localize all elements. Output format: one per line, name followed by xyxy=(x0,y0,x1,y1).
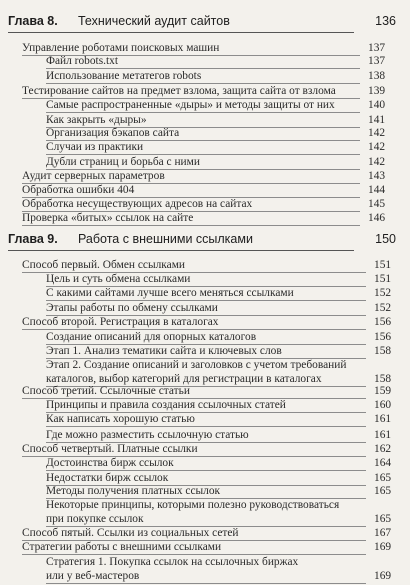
toc-entry-page: 164 xyxy=(374,457,392,469)
toc-entry-page: 156 xyxy=(374,331,392,343)
toc-entry-page: 142 xyxy=(368,141,386,153)
toc-entry-title: Где можно разместить ссылочную статью xyxy=(46,429,249,441)
toc-entry xyxy=(46,140,390,156)
chapter-title: Работа с внешними ссылками xyxy=(78,232,253,246)
toc-entry-page: 146 xyxy=(368,212,386,224)
toc-entry-page: 169 xyxy=(374,541,392,553)
chapter-9-heading xyxy=(8,230,402,252)
toc-entry-page: 161 xyxy=(374,429,392,441)
toc-entry-title: Управление роботами поисковых машин xyxy=(22,42,220,54)
toc-entry xyxy=(46,54,390,70)
toc-entry-title: Случаи из практики xyxy=(46,141,144,153)
toc-entry-page: 158 xyxy=(374,373,392,385)
chapter-rule xyxy=(8,32,354,33)
toc-entry-title: Тестирование сайтов на предмет взлома, защита сайта от взлома xyxy=(22,85,336,97)
toc-entry-page: 137 xyxy=(368,55,386,67)
toc-entry xyxy=(46,456,396,472)
toc-entry xyxy=(46,555,396,585)
toc-entry-title: Некоторые принципы, которыми полезно руководствоваться xyxy=(46,499,340,511)
toc-entry-title-continued: каталогов, выбор категорий для регистрации в каталогах xyxy=(46,373,322,385)
toc-entry-page: 162 xyxy=(374,443,392,455)
toc-entry-title: Самые распространенные «дыры» и методы защиты от них xyxy=(46,99,335,111)
toc-entry-title: Способ первый. Обмен ссылками xyxy=(22,259,186,271)
toc-entry-page: 165 xyxy=(374,485,392,497)
toc-entry-title: Цель и суть обмена ссылками xyxy=(46,273,191,285)
toc-entry-page: 165 xyxy=(374,472,392,484)
toc-entry-title: Как закрыть «дыры» xyxy=(46,114,147,126)
toc-entry xyxy=(46,498,396,528)
toc-entry xyxy=(46,286,396,302)
toc-entry-title: Проверка «битых» ссылок на сайте xyxy=(22,212,194,224)
chapter-number: Глава 8. xyxy=(8,14,58,28)
toc-entry-title: С какими сайтами лучше всего меняться ссылками xyxy=(46,287,294,299)
toc-entry-page: 167 xyxy=(374,527,392,539)
toc-entry-title: Аудит серверных параметров xyxy=(22,170,165,182)
toc-entry-title: Способ второй. Регистрация в каталогах xyxy=(22,316,219,328)
toc-entry-page: 144 xyxy=(368,184,386,196)
toc-entry-page: 145 xyxy=(368,198,386,210)
toc-entry-page: 160 xyxy=(374,399,392,411)
toc-entry-page: 142 xyxy=(368,156,386,168)
toc-entry xyxy=(46,69,390,85)
entry-underline xyxy=(22,225,360,226)
toc-entry-title: Методы получения платных ссылок xyxy=(46,485,221,497)
toc-entry xyxy=(22,315,396,331)
toc-entry-title: Способ пятый. Ссылки из социальных сетей xyxy=(22,527,239,539)
chapter-8-heading xyxy=(8,12,402,34)
toc-entry-page: 139 xyxy=(368,85,386,97)
toc-entry xyxy=(46,412,396,428)
toc-entry-page: 156 xyxy=(374,316,392,328)
toc-entry-title: Принципы и правила создания ссылочных статей xyxy=(46,399,286,411)
toc-entry-title: Этап 2. Создание описаний и заголовков с учетом требований xyxy=(46,359,347,371)
toc-entry-title-continued: или у веб-мастеров xyxy=(46,570,140,582)
toc-entry-page: 151 xyxy=(374,259,392,271)
toc-entry-title: Этап 1. Анализ тематики сайта и ключевых слов xyxy=(46,345,282,357)
toc-entry-page: 151 xyxy=(374,273,392,285)
toc-entry-title: Дубли страниц и борьба с ними xyxy=(46,156,200,168)
toc-entry-page: 161 xyxy=(374,413,392,425)
toc-entry-title: Организация бэкапов сайта xyxy=(46,127,180,139)
entry-underline xyxy=(46,583,366,584)
toc-entry-title: Этапы работы по обмену ссылками xyxy=(46,302,218,314)
toc-entry-title: Обработка несуществующих адресов на сайтах xyxy=(22,198,253,210)
toc-entry xyxy=(22,211,390,227)
toc-entry-page: 141 xyxy=(368,114,386,126)
toc-entry-title: Использование метатегов robots xyxy=(46,70,202,82)
toc-entry-title: Стратегии работы с внешними ссылками xyxy=(22,541,222,553)
entry-underline xyxy=(46,426,366,427)
toc-entry-page: 165 xyxy=(374,513,392,525)
toc-entry-title: Способ третий. Ссылочные статьи xyxy=(22,385,190,397)
toc-entry-page: 137 xyxy=(368,42,386,54)
toc-entry-title: Обработка ошибки 404 xyxy=(22,184,135,196)
toc-entry-title: Достоинства бирж ссылок xyxy=(46,457,174,469)
toc-entry-title: Файл robots.txt xyxy=(46,55,119,67)
toc-entry xyxy=(46,98,390,114)
toc-entry-page: 143 xyxy=(368,170,386,182)
toc-entry-title: Способ четвертый. Платные ссылки xyxy=(22,443,198,455)
chapter-page: 150 xyxy=(375,232,396,246)
toc-entry xyxy=(22,540,396,556)
chapter-page: 136 xyxy=(375,14,396,28)
toc-entry-title-continued: при покупке ссылок xyxy=(46,513,144,525)
toc-entry-title: Создание описаний для опорных каталогов xyxy=(46,331,257,343)
toc-entry-page: 159 xyxy=(374,385,392,397)
toc-entry-title: Стратегия 1. Покупка ссылок на ссылочных биржах xyxy=(46,556,299,568)
toc-entry-page: 142 xyxy=(368,127,386,139)
chapter-title: Технический аудит сайтов xyxy=(78,14,230,28)
toc-entry-page: 158 xyxy=(374,345,392,357)
toc-entry-page: 152 xyxy=(374,302,392,314)
toc-entry-page: 152 xyxy=(374,287,392,299)
toc-entry-page: 138 xyxy=(368,70,386,82)
toc-entry-title: Недостатки бирж ссылок xyxy=(46,472,169,484)
chapter-rule xyxy=(8,250,354,251)
toc-entry-title: Как написать хорошую статью xyxy=(46,413,195,425)
chapter-number: Глава 9. xyxy=(8,232,58,246)
toc-entry-page: 140 xyxy=(368,99,386,111)
toc-entry-page: 169 xyxy=(374,570,392,582)
